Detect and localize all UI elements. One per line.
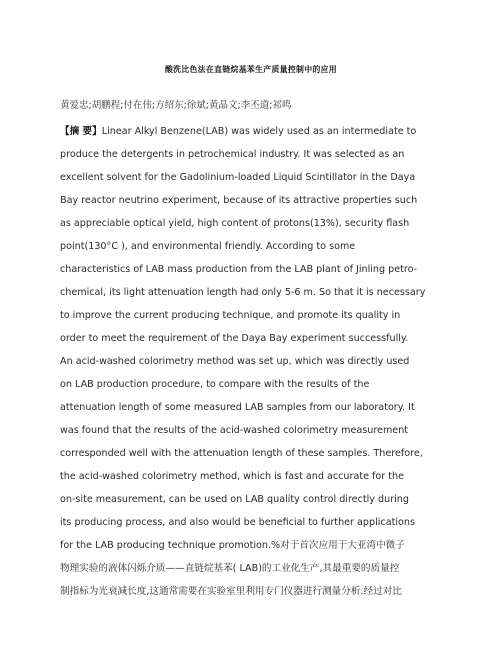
abstract-line: the acid-washed colorimetry method, which is fast and accurate for the	[60, 471, 405, 482]
abstract-line: Bay reactor neutrino experiment, because of its attractive properties such	[60, 195, 418, 206]
abstract-line: on-site measurement, can be used on LAB quality control directly during	[60, 494, 409, 505]
abstract-line: produce the detergents in petrochemical industry. It was selected as an	[60, 149, 405, 160]
abstract-line: corresponded well with the attenuation length of these samples. Therefore,	[60, 448, 423, 459]
abstract-line: An acid-washed colorimetry method was set up, which was directly used	[60, 356, 410, 367]
abstract-text: Linear Alkyl Benzene(LAB) was widely used as an intermediate to	[101, 126, 417, 137]
abstract-line: excellent solvent for the Gadolinium-loaded Liquid Scintillator in the Daya	[60, 172, 416, 183]
abstract-line	[60, 126, 416, 138]
abstract-line: chemical, its light attenuation length had only 5-6 m. So that it is necessary	[60, 287, 426, 298]
abstract-line: 制指标为光衰减长度,这通常需要在实验室里利用专门仪器进行测量分析.经过对比	[60, 586, 402, 597]
abstract-line: on LAB production procedure, to compare with the results of the	[60, 379, 370, 390]
abstract-line: order to meet the requirement of the Daya Bay experiment successfully.	[60, 333, 409, 344]
document-title: 酸洗比色法在直链烷基苯生产质量控制中的应用	[164, 65, 337, 74]
abstract-line: 物理实验的液体闪烁介质——直链烷基苯( LAB)的工业化生产,其最重要的质量控	[60, 563, 400, 574]
abstract-line: characteristics of LAB mass production from the LAB plant of Jinling petro-	[60, 264, 418, 275]
abstract-line: attenuation length of some measured LAB samples from our laboratory. It	[60, 402, 415, 413]
abstract-label: 【摘 要】	[60, 126, 102, 137]
abstract-line: was found that the results of the acid-washed colorimetry measurement	[60, 425, 409, 436]
abstract-line: as appreciable optical yield, high content of protons(13%), security flash	[60, 218, 410, 229]
abstract-line: to improve the current producing technique, and promote its quality in	[60, 310, 401, 321]
abstract-line: for the LAB producing technique promotion.%对于首次应用于大亚湾中微子	[60, 540, 405, 551]
author-list: 黄爱忠;胡鹏程;付在伟;方绍东;徐斌;黄晶文;李丕道;祁鸣	[60, 100, 292, 111]
abstract-line: its producing process, and also would be beneficial to further applications	[60, 517, 415, 528]
abstract-line: point(130°C ), and environmental friendly. According to some	[60, 241, 356, 252]
